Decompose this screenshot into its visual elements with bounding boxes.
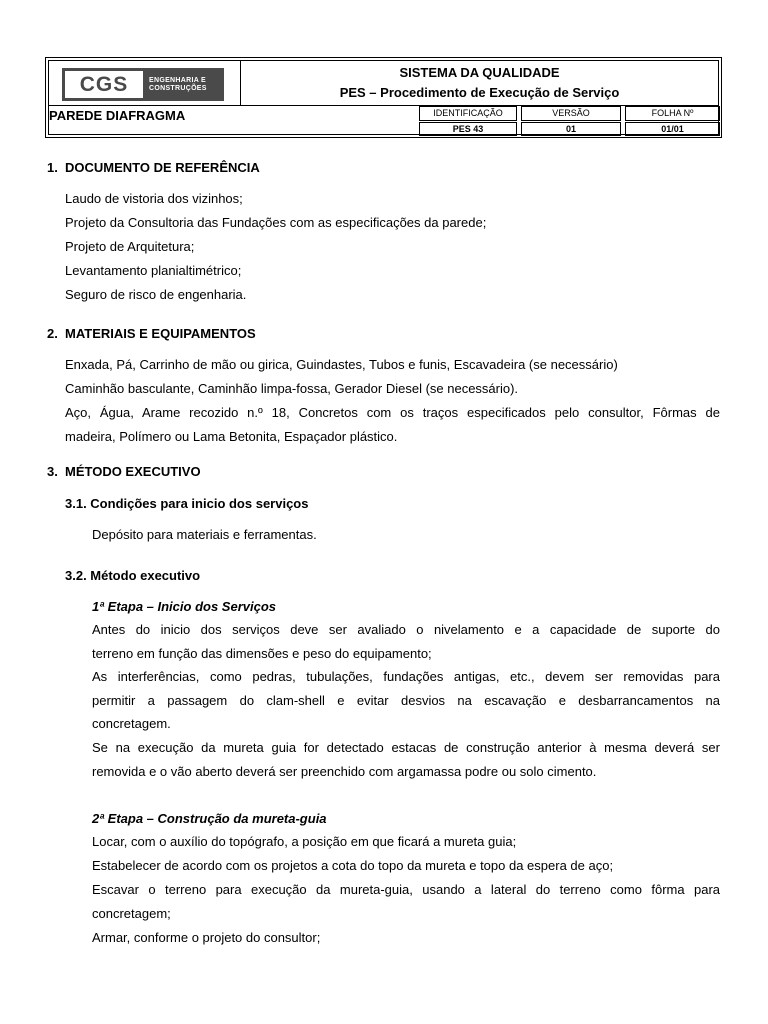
section-2-line: Caminhão basculante, Caminhão limpa-fossa, Gerador Diesel (se necessário). <box>65 381 519 396</box>
logo-mark: CGS <box>65 71 143 98</box>
section-2-line: Aço, Água, Arame recozido n.º 18, Concretos com os traços especificados pelo consultor, Fôrmas de <box>65 405 720 420</box>
logo-text-line-2: CONSTRUÇÕES <box>149 84 207 92</box>
section-title: MATERIAIS E EQUIPAMENTOS <box>65 326 256 341</box>
section-2-line: Enxada, Pá, Carrinho de mão ou girica, Guindastes, Tubos e funis, Escavadeira (se necessário) <box>65 357 618 372</box>
header-cell-versao: VERSÃO <box>521 106 621 121</box>
stage-2-line: Locar, com o auxílio do topógrafo, a posição em que ficará a mureta guia; <box>92 834 517 849</box>
stage-1-line: Se na execução da mureta guia for detectado estacas de construção anterior à mesma deverá ser <box>92 740 720 755</box>
logo-text <box>149 77 207 93</box>
stage-2-line: Estabelecer de acordo com os projetos a cota do topo da mureta e topo da espera de aço; <box>92 858 614 873</box>
company-logo <box>62 68 224 101</box>
stage-1-heading: 1ª Etapa – Inicio dos Serviços <box>92 599 276 614</box>
subsection-3-1-heading: 3.1. Condições para inicio dos serviços <box>65 496 309 511</box>
section-number: 2. <box>47 326 58 341</box>
subsection-3-1-line: Depósito para materiais e ferramentas. <box>92 527 317 542</box>
stage-1-line: permitir a passagem do clam-shell e evitar desvios na escavação e desbarrancamentos na <box>92 693 720 708</box>
stage-1-line: As interferências, como pedras, tubulações, fundações antigas, etc., devem ser removidas para <box>92 669 720 684</box>
stage-2-line: concretagem; <box>92 906 171 921</box>
section-1-line: Levantamento planialtimétrico; <box>65 263 242 278</box>
section-1-line: Seguro de risco de engenharia. <box>65 287 247 302</box>
section-1-line: Projeto de Arquitetura; <box>65 239 195 254</box>
section-1-line: Projeto da Consultoria das Fundações com as especificações da parede; <box>65 215 487 230</box>
section-number: 3. <box>47 464 58 479</box>
value-cell-folha: 01/01 <box>625 122 720 136</box>
document-name: PAREDE DIAFRAGMA <box>49 108 186 123</box>
value-cell-identificacao: PES 43 <box>419 122 517 136</box>
section-2-line: madeira, Polímero ou Lama Betonita, Espaçador plástico. <box>65 429 398 444</box>
stage-2-heading: 2ª Etapa – Construção da mureta-guia <box>92 811 327 826</box>
stage-2-line: Armar, conforme o projeto do consultor; <box>92 930 321 945</box>
system-title: SISTEMA DA QUALIDADE <box>399 65 560 80</box>
section-3-heading <box>47 464 201 479</box>
section-title: MÉTODO EXECUTIVO <box>65 464 201 479</box>
stage-1-line: removida e o vão aberto deverá ser preenchido com argamassa podre ou solo cimento. <box>92 764 597 779</box>
stage-1-line: Antes do inicio dos serviços deve ser avaliado o nivelamento e a capacidade de suporte do <box>92 622 720 637</box>
logo-text-line-1: ENGENHARIA E <box>149 76 207 84</box>
stage-2-line: Escavar o terreno para execução da mureta-guia, usando a lateral do terreno como fôrma para <box>92 882 720 897</box>
section-number: 1. <box>47 160 58 175</box>
value-cell-versao: 01 <box>521 122 621 136</box>
section-2-heading <box>47 326 256 341</box>
subsection-3-2-heading: 3.2. Método executivo <box>65 568 201 583</box>
section-1-heading <box>47 160 260 175</box>
section-1-line: Laudo de vistoria dos vizinhos; <box>65 191 243 206</box>
stage-1-line: terreno em função das dimensões e peso do equipamento; <box>92 646 432 661</box>
header-cell-folha: FOLHA Nº <box>625 106 720 121</box>
stage-1-line: concretagem. <box>92 716 171 731</box>
section-title: DOCUMENTO DE REFERÊNCIA <box>65 160 260 175</box>
procedure-title: PES – Procedimento de Execução de Serviço <box>339 85 620 100</box>
header-cell-identificacao: IDENTIFICAÇÃO <box>419 106 517 121</box>
